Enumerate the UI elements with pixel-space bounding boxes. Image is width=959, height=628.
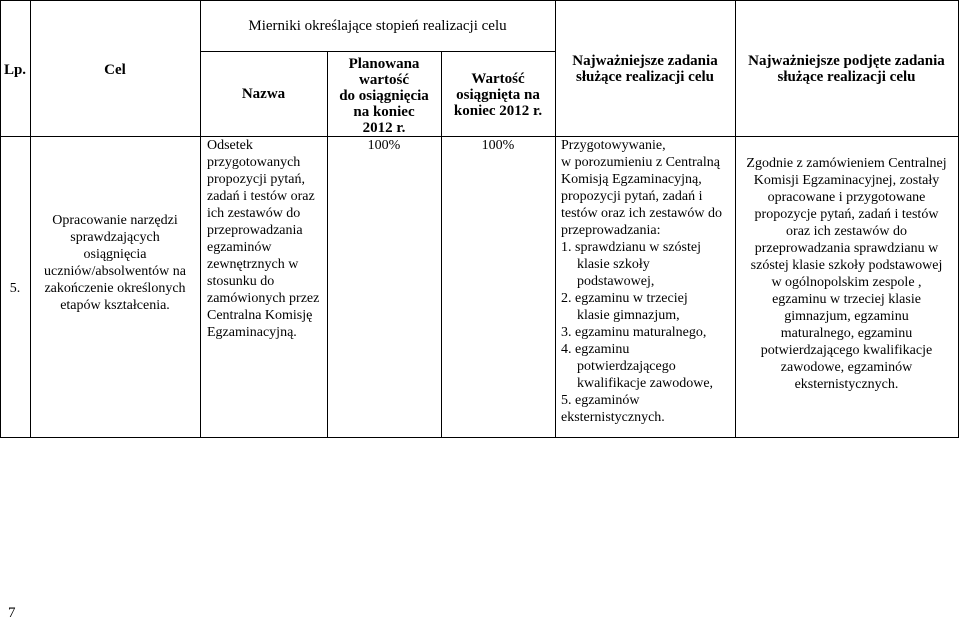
cel-line: zakończenie określonych	[44, 281, 186, 296]
zadania-line: testów oraz ich zestawów do	[561, 206, 722, 221]
row-nazwa	[207, 137, 325, 341]
podjete-line: oraz ich zestawów do	[786, 224, 907, 239]
header-zadania-line: Najważniejsze zadania	[572, 53, 718, 69]
zadania-line: klasie gimnazjum,	[577, 308, 680, 323]
podjete-line: w ogólnopolskim zespole ,	[771, 275, 922, 290]
zadania-line: podstawowej,	[577, 274, 655, 289]
zadania-line: 3. egzaminu maturalnego,	[561, 325, 707, 340]
zadania-line: w porozumieniu z Centralną	[561, 155, 721, 170]
cel-line: etapów kształcenia.	[60, 298, 170, 313]
header-planowana-line: na koniec	[353, 104, 415, 120]
zadania-line: kwalifikacje zawodowe,	[577, 376, 714, 391]
row-lp: 5.	[9, 281, 21, 296]
zadania-line: 2. egzaminu w trzeciej	[561, 291, 688, 306]
header-planowana-line: 2012 r.	[362, 120, 406, 136]
header-planowana-line: do osiągnięcia	[339, 88, 429, 104]
header-podjete-line: służące realizacji celu	[777, 69, 916, 85]
zadania-line: 1. sprawdzianu w szóstej	[561, 240, 701, 255]
header-zadania-line: służące realizacji celu	[575, 69, 714, 85]
nazwa-line: Odsetek	[207, 138, 253, 153]
cel-line: sprawdzających	[70, 230, 160, 245]
nazwa-line: ich zestawów do	[207, 206, 301, 221]
row-zadania	[561, 137, 733, 426]
podjete-line: gimnazjum, egzaminu	[784, 309, 909, 324]
podjete-line: zawodowe, egzaminów	[780, 360, 913, 375]
header-zadania	[555, 53, 735, 85]
nazwa-line: propozycji pytań,	[207, 172, 305, 187]
nazwa-line: przygotowanych	[207, 155, 301, 170]
zadania-line: potwierdzającego	[577, 359, 676, 374]
header-planowana-line: Planowana	[348, 56, 420, 72]
header-osiagnieta-line: Wartość	[471, 71, 525, 87]
header-planowana	[327, 56, 441, 136]
header-podjete	[735, 53, 958, 85]
podjete-line: maturalnego, egzaminu	[780, 326, 913, 341]
podjete-line: szóstej klasie szkoły podstawowej	[750, 258, 943, 273]
zadania-line: Komisją Egzaminacyjną,	[561, 172, 702, 187]
nazwa-line: zamówionych przez	[207, 291, 320, 306]
header-nazwa: Nazwa	[241, 86, 286, 102]
zadania-line: Przygotowywanie,	[561, 138, 666, 153]
header-podjete-line: Najważniejsze podjęte zadania	[748, 53, 945, 69]
podjete-line: Zgodnie z zamówieniem Centralnej	[746, 156, 947, 171]
podjete-line: przeprowadzania sprawdzianu w	[754, 241, 939, 256]
row-planowana-value: 100%	[367, 138, 401, 153]
nazwa-line: przeprowadzania	[207, 223, 303, 238]
podjete-line: opracowane i przygotowane	[767, 190, 926, 205]
nazwa-line: stosunku do	[207, 274, 275, 289]
zadania-line: klasie szkoły	[577, 257, 650, 272]
cel-line: uczniów/absolwentów na	[44, 264, 186, 279]
zadania-line: przeprowadzania:	[561, 223, 661, 238]
nazwa-line: egzaminów	[207, 240, 272, 255]
nazwa-line: zewnętrznych w	[207, 257, 299, 272]
row-osiagnieta-value: 100%	[481, 138, 515, 153]
row-podjete	[735, 155, 958, 393]
podjete-line: eksternistycznych.	[794, 377, 899, 392]
header-cel: Cel	[104, 62, 126, 78]
zadania-line: propozycji pytań, zadań i	[561, 189, 703, 204]
header-lp: Lp.	[3, 62, 27, 78]
nazwa-line: zadań i testów oraz	[207, 189, 315, 204]
podjete-line: propozycje pytań, zadań i testów	[754, 207, 939, 222]
nazwa-line: Egzaminacyjną.	[207, 325, 297, 340]
page-number: 7	[8, 605, 16, 621]
podjete-line: potwierdzającego kwalifikacje	[760, 343, 933, 358]
cel-line: Opracowanie narzędzi	[52, 213, 178, 228]
podjete-line: Komisji Egzaminacyjnej, zostały	[753, 173, 940, 188]
header-osiagnieta-line: osiągnięta na	[456, 87, 540, 103]
podjete-line: egzaminu w trzeciej klasie	[772, 292, 921, 307]
header-planowana-line: wartość	[359, 72, 409, 88]
cel-line: osiągnięcia	[83, 247, 147, 262]
row-cel	[30, 212, 200, 314]
zadania-line: eksternistycznych.	[561, 410, 665, 425]
header-osiagnieta	[441, 71, 555, 119]
header-osiagnieta-line: koniec 2012 r.	[453, 103, 543, 119]
nazwa-line: Centralna Komisję	[207, 308, 313, 323]
zadania-line: 5. egzaminów	[561, 393, 640, 408]
zadania-line: 4. egzaminu	[561, 342, 630, 357]
header-group-title: Mierniki określające stopień realizacji celu	[248, 18, 507, 34]
